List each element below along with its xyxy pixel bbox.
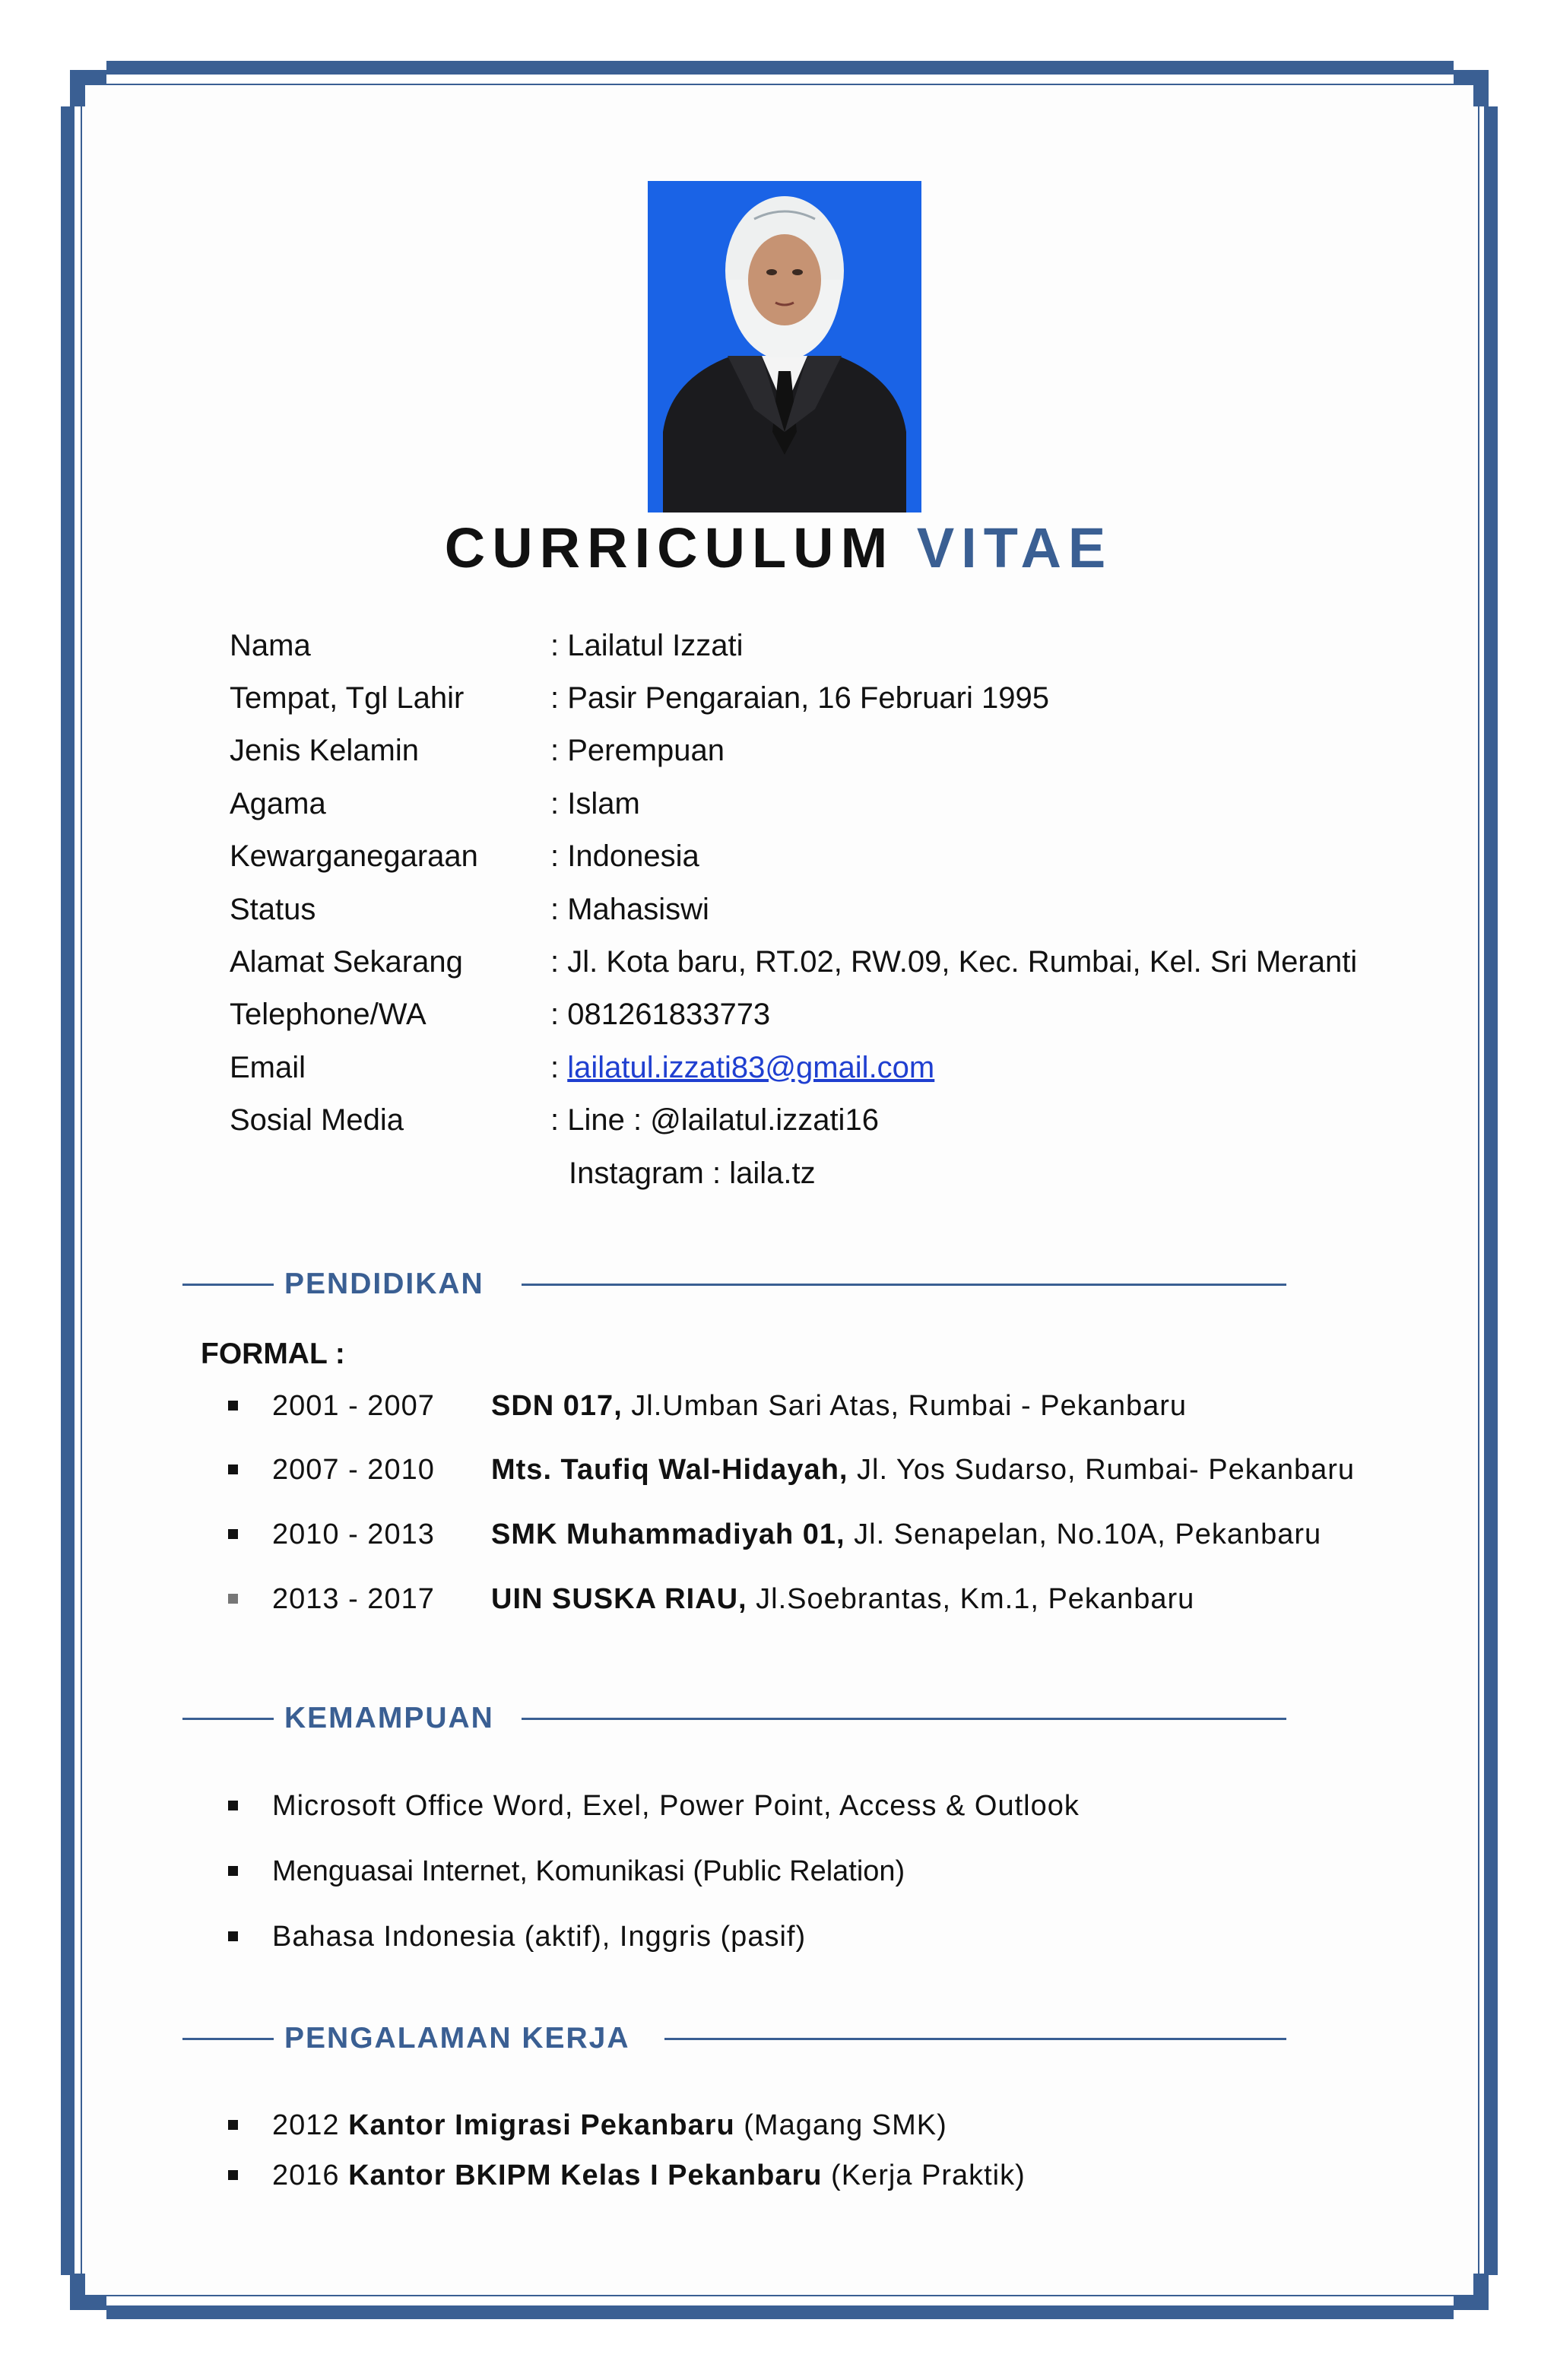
email-link[interactable]: lailatul.izzati83@gmail.com <box>567 1051 935 1084</box>
section-line-right <box>522 1718 1286 1720</box>
info-value: : Lailatul Izzati <box>550 629 744 662</box>
section-line-left <box>182 1284 274 1286</box>
page-title <box>0 516 1557 580</box>
formal-label: FORMAL : <box>201 1338 345 1370</box>
email-prefix: : <box>550 1051 568 1084</box>
bullet-icon <box>228 1931 238 1941</box>
section-line-right <box>664 2038 1286 2040</box>
bullet-icon <box>228 1464 238 1474</box>
bullet-icon <box>228 1866 238 1876</box>
edu-school <box>491 1387 1187 1425</box>
experience-note: (Magang SMK) <box>734 2109 947 2141</box>
section-line-right <box>522 1284 1286 1286</box>
edu-years: 2007 - 2010 <box>272 1454 435 1486</box>
bullet-icon <box>228 1401 238 1411</box>
info-label: Agama <box>230 787 326 820</box>
info-label: Jenis Kelamin <box>230 734 420 767</box>
edu-school-name: SDN 017, <box>491 1390 623 1422</box>
experience-place: Kantor BKIPM Kelas I Pekanbaru <box>348 2159 823 2191</box>
title-part-1: CURRICULUM <box>444 516 895 579</box>
section-line-left <box>182 1718 274 1720</box>
edu-school-address: Jl.Soebrantas, Km.1, Pekanbaru <box>747 1583 1195 1615</box>
edu-school-name: SMK Muhammadiyah 01, <box>491 1518 845 1550</box>
info-value: : Jl. Kota baru, RT.02, RW.09, Kec. Rumbai, Kel. Sri Meranti <box>550 945 1358 979</box>
info-value: Instagram : laila.tz <box>569 1157 816 1190</box>
frame-top-bar <box>106 61 1454 75</box>
info-label: Email <box>230 1051 306 1084</box>
info-value <box>550 1047 934 1088</box>
experience-item <box>272 2156 1026 2194</box>
edu-school-name: UIN SUSKA RIAU, <box>491 1583 747 1615</box>
info-value: : Indonesia <box>550 839 699 873</box>
skill-item: Microsoft Office Word, Exel, Power Point, Access & Outlook <box>272 1790 1080 1822</box>
info-label: Status <box>230 893 316 926</box>
bullet-icon <box>228 2170 238 2180</box>
info-value: : Perempuan <box>550 734 725 767</box>
edu-years: 2010 - 2013 <box>272 1518 435 1550</box>
frame-bottom-bar <box>106 2305 1454 2319</box>
section-title-kemampuan: KEMAMPUAN <box>284 1702 494 1734</box>
skill-item: Bahasa Indonesia (aktif), Inggris (pasif) <box>272 1921 807 1953</box>
bullet-icon <box>228 2120 238 2130</box>
info-value: : 081261833773 <box>550 998 771 1031</box>
experience-year: 2012 <box>272 2109 340 2141</box>
bullet-icon <box>228 1801 238 1810</box>
experience-year: 2016 <box>272 2159 340 2191</box>
info-label: Alamat Sekarang <box>230 945 463 979</box>
edu-school <box>491 1451 1355 1489</box>
info-label: Sosial Media <box>230 1103 404 1137</box>
edu-school <box>491 1515 1321 1553</box>
frame-left-bar <box>61 106 75 2275</box>
info-label: Nama <box>230 629 311 662</box>
section-title-pengalaman: PENGALAMAN KERJA <box>284 2022 630 2055</box>
bullet-icon <box>228 1594 238 1604</box>
edu-school-name: Mts. Taufiq Wal-Hidayah, <box>491 1454 848 1486</box>
experience-note: (Kerja Praktik) <box>822 2159 1026 2191</box>
edu-school-address: Jl.Umban Sari Atas, Rumbai - Pekanbaru <box>622 1390 1188 1422</box>
edu-school-address: Jl. Yos Sudarso, Rumbai- Pekanbaru <box>848 1454 1356 1486</box>
edu-school-address: Jl. Senapelan, No.10A, Pekanbaru <box>845 1518 1322 1550</box>
edu-years: 2001 - 2007 <box>272 1390 435 1422</box>
title-part-2: VITAE <box>916 516 1113 579</box>
experience-item <box>272 2106 947 2144</box>
skill-item: Menguasai Internet, Komunikasi (Public Relation) <box>272 1855 905 1887</box>
frame-right-bar <box>1484 106 1498 2275</box>
info-label: Tempat, Tgl Lahir <box>230 681 465 715</box>
edu-years: 2013 - 2017 <box>272 1583 435 1615</box>
info-value: : Pasir Pengaraian, 16 Februari 1995 <box>550 681 1049 715</box>
bullet-icon <box>228 1529 238 1539</box>
info-value: : Line : @lailatul.izzati16 <box>550 1103 879 1137</box>
profile-photo <box>648 181 921 512</box>
info-value: : Islam <box>550 787 640 820</box>
info-value: : Mahasiswi <box>550 893 709 926</box>
section-line-left <box>182 2038 274 2040</box>
section-title-pendidikan: PENDIDIKAN <box>284 1268 484 1300</box>
edu-school <box>491 1580 1194 1618</box>
info-label: Kewarganegaraan <box>230 839 478 873</box>
info-label: Telephone/WA <box>230 998 427 1031</box>
experience-place: Kantor Imigrasi Pekanbaru <box>348 2109 735 2141</box>
